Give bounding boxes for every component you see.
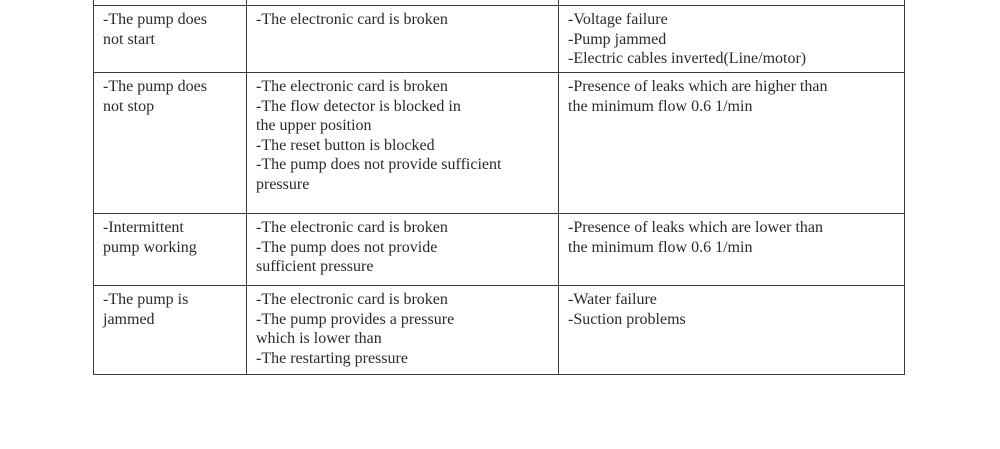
- troubleshooting-table: [93, 0, 905, 375]
- problem-cell: -The pump does not start: [94, 6, 247, 73]
- cause-cell: -The electronic card is broken -The pump provides a pressure which is lower than -The restarting pressure: [247, 286, 559, 375]
- table-row: [94, 6, 905, 73]
- problem-cell: -The pump is jammed: [94, 286, 247, 375]
- cause-cell: -The electronic card is broken: [247, 6, 559, 73]
- cause-cell: -The electronic card is broken -The pump does not provide sufficient pressure: [247, 214, 559, 286]
- table-row: [94, 214, 905, 286]
- table-row: [94, 286, 905, 375]
- other-cause-cell: -Voltage failure -Pump jammed -Electric cables inverted(Line/motor): [559, 6, 905, 73]
- table-row: [94, 73, 905, 214]
- other-cause-cell: -Presence of leaks which are lower than the minimum flow 0.6 1/min: [559, 214, 905, 286]
- cause-cell: -The electronic card is broken -The flow detector is blocked in the upper position -The reset button is blocked -The pump does not provide sufficient pressure: [247, 73, 559, 214]
- problem-cell: -The pump does not stop: [94, 73, 247, 214]
- other-cause-cell: -Water failure -Suction problems: [559, 286, 905, 375]
- problem-cell: -Intermittent pump working: [94, 214, 247, 286]
- other-cause-cell: -Presence of leaks which are higher than the minimum flow 0.6 1/min: [559, 73, 905, 214]
